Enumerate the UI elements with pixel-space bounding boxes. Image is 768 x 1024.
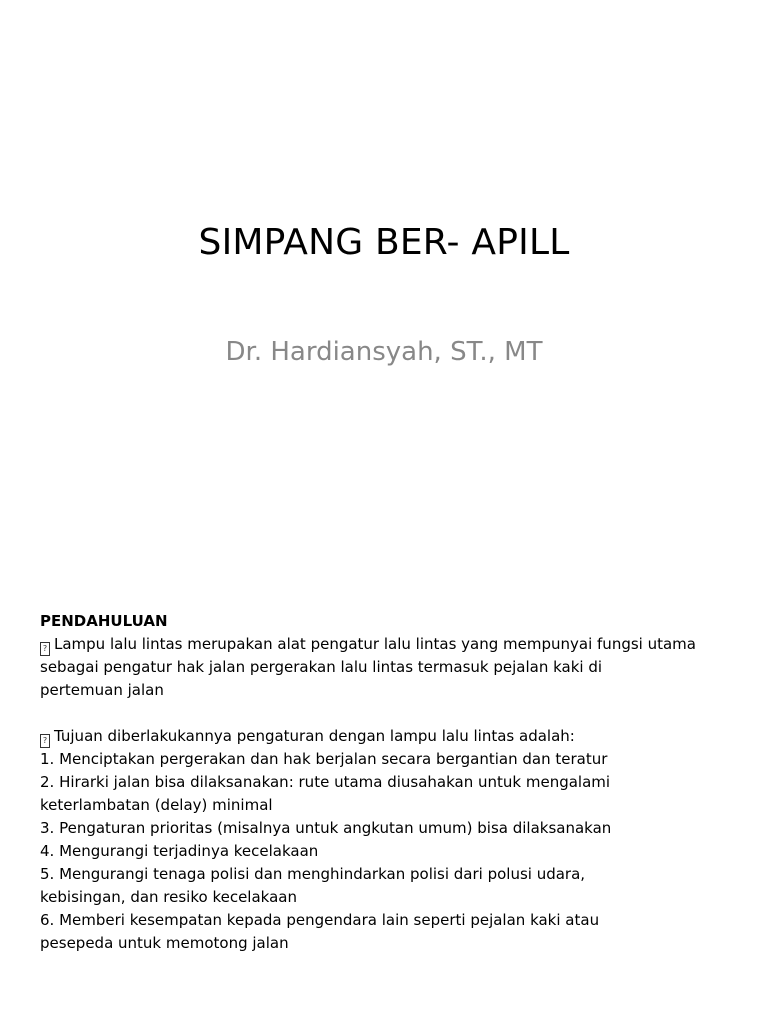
slide-subtitle: Dr. Hardiansyah, ST., MT	[225, 337, 543, 367]
missing-glyph-icon: ?	[40, 734, 50, 748]
goal-line: 4. Mengurangi terjadinya kecelakaan	[40, 842, 319, 860]
paragraph-spacer	[40, 702, 740, 725]
goal-line: 5. Mengurangi tenaga polisi dan menghindarkan polisi dari polusi udara,	[40, 865, 586, 883]
goal-intro	[40, 725, 740, 748]
missing-glyph-icon: ?	[40, 642, 50, 656]
goal-line: 6. Memberi kesempatan kepada pengendara lain seperti pejalan kaki atau	[40, 911, 600, 929]
intro-line	[40, 633, 740, 656]
goal-line: 1. Menciptakan pergerakan dan hak berjalan secara bergantian dan teratur	[40, 750, 608, 768]
goal-line: kebisingan, dan resiko kecelakaan	[40, 888, 297, 906]
body-text	[40, 610, 740, 955]
goal-line: 3. Pengaturan prioritas (misalnya untuk angkutan umum) bisa dilaksanakan	[40, 819, 612, 837]
intro-line: sebagai pengatur hak jalan pergerakan lalu lintas termasuk pejalan kaki di	[40, 658, 603, 676]
slide-title: SIMPANG BER- APILL	[198, 222, 570, 263]
section-heading: PENDAHULUAN	[40, 612, 168, 630]
intro-line-text: Lampu lalu lintas merupakan alat pengatur lalu lintas yang mempunyai fungsi utama	[54, 635, 696, 653]
intro-line: pertemuan jalan	[40, 681, 164, 699]
goal-line: keterlambatan (delay) minimal	[40, 796, 273, 814]
goal-line: pesepeda untuk memotong jalan	[40, 934, 289, 952]
goal-intro-text: Tujuan diberlakukannya pengaturan dengan lampu lalu lintas adalah:	[54, 727, 575, 745]
goal-line: 2. Hirarki jalan bisa dilaksanakan: rute utama diusahakan untuk mengalami	[40, 773, 611, 791]
